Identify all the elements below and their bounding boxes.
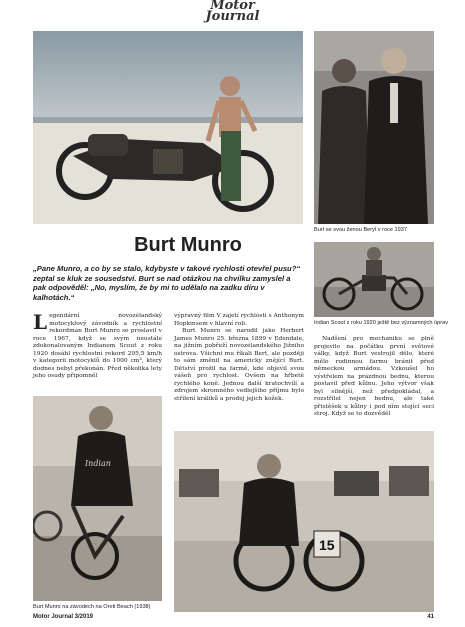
photo-beryl (314, 31, 434, 224)
photo-indian-scout (314, 242, 434, 317)
footer-issue: Motor Journal 3/2019 (33, 614, 94, 620)
caption-indian-scout: Indian Scout z roku 1920 ještě bez významných úprav (314, 320, 449, 326)
article-title: Burt Munro (134, 234, 242, 256)
column-3-paragraph-1: Nadšení pro mechaniku se plně projevilo na počátku první světové války, když Burt vestrojil dělo, které mělo rodinnou farmu bránit před německou armádou. Vzkoušel ho výstřelem na prázdnou bednu, kterou postavil před kůlnu. Jeho výtvor však byl silnější, než předpokládal, a rozstřílel nejen bednu, ale také přistěšek u kůlny i pod ním stojící seci stroj. Když se to dozvěděl (314, 336, 434, 417)
masthead-logo (0, 0, 465, 22)
drop-cap: L (33, 310, 48, 334)
article-lead (33, 264, 305, 302)
footer-page-number: 41 (427, 614, 434, 620)
masthead-line-1: Motor (210, 0, 255, 13)
column-2-paragraph-1: výpravný film V zajetí rychlosti s Anthonym Hopkinsem v hlavní roli. (174, 313, 304, 327)
photo-salt-flats (33, 31, 303, 224)
photo-oreti-beach (33, 396, 162, 601)
article-column-3 (314, 336, 434, 419)
caption-beryl: Burt se svou ženou Beryl v roce 1937 (314, 227, 407, 233)
masthead-line-2: Journal (205, 9, 260, 24)
caption-oreti-beach: Burt Munro na závodech na Oreti Beach (1938) (33, 604, 151, 610)
column-1-text: egendární novozélandský motocyklový závodník a rychlostní rekordman Burt Munro se proslavil v roce 1967, když se svým neustále zdokonalovaným Indianem Scout z roku 1920 dosáhl rychlostní rekord 295,5 km/h v kategorii motocyklů do 1000 cm³, který dodnes nebyl překonán. Před několika lety jeho osudy připomněl (33, 313, 162, 379)
photo-race-15 (174, 431, 434, 612)
article-column-1 (33, 310, 162, 381)
column-2-paragraph-2: Burt Munro se narodil jako Herbert James Munro 25. března 1899 v Edendale, na jižním pobřeží novozélandského Jižního ostrova. Všichni mu říkali Bert, ale později to sám změnil na americky znějící Burt. Dětství prožil na farmě, kde objevil svou vášeň pro rychlost. Ovšem na hřbetě rychlého koně. Jednou další kratochvílí a zdrojem skromného vedlejšího příjmu bylo střílení králíků a prodej jejich kožek. (174, 328, 304, 402)
lead-middle: zeptal se kluk ze sousedství. Burt se nad otázkou na chvilku zamyslel a pak odpověděl: (33, 273, 291, 293)
article-column-2 (174, 313, 304, 403)
svg-text:15: 15 (319, 537, 335, 553)
lead-answer: „No, myslím, že by mi to udělalo na zadku díru v kalhotách.“ (33, 283, 265, 302)
lead-question: „Pane Munro, a co by se stalo, kdybyste v takové rychlosti otevřel pusu?“ (33, 264, 301, 273)
svg-text:Indian: Indian (85, 459, 111, 468)
